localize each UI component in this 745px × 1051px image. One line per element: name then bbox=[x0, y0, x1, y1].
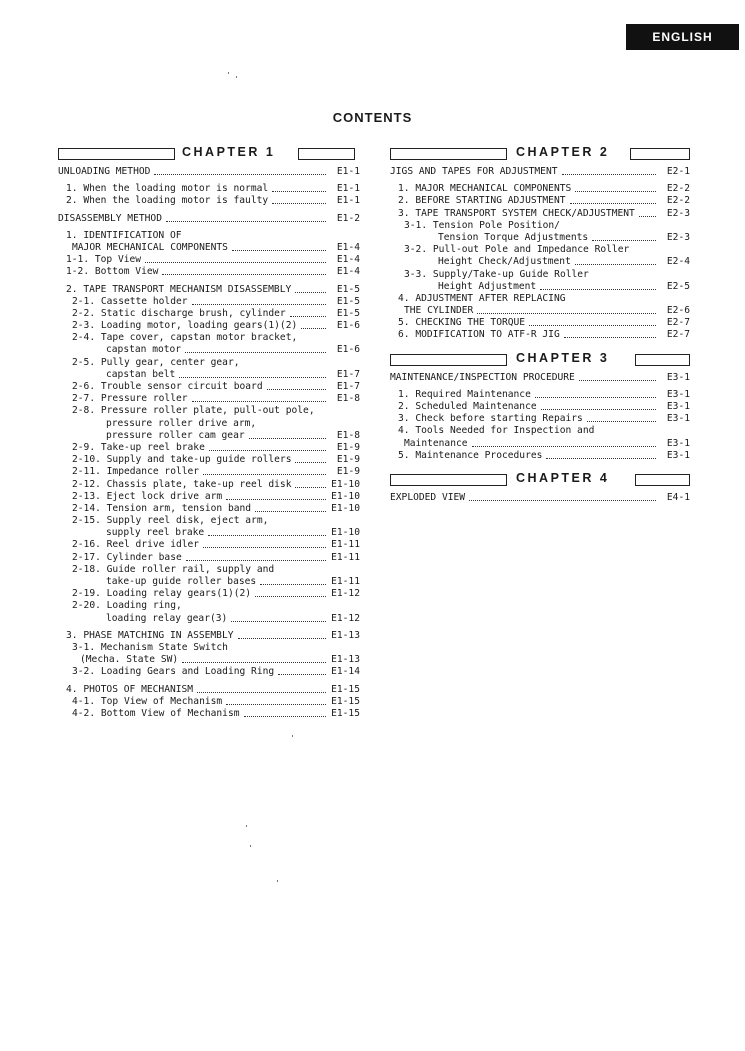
toc-entry bbox=[58, 613, 360, 625]
toc-entry bbox=[390, 305, 690, 317]
toc-entry bbox=[58, 539, 360, 551]
toc-leader-dots bbox=[541, 409, 656, 410]
toc-entry-page: E1-4 bbox=[336, 241, 360, 253]
toc-entry-title: 4. Tools Needed for Inspection and bbox=[398, 425, 595, 437]
toc-leader-dots bbox=[154, 174, 326, 175]
toc-leader-dots bbox=[267, 389, 326, 390]
toc-entry-page: E1-4 bbox=[336, 254, 360, 266]
toc-entry-title: 1. IDENTIFICATION OF bbox=[66, 229, 182, 241]
toc-entry-page: E1-8 bbox=[336, 429, 360, 441]
scan-speck bbox=[246, 825, 247, 827]
toc-entry-title: 2-13. Eject lock drive arm bbox=[72, 490, 223, 502]
heading-bracket-right bbox=[635, 354, 690, 366]
toc-entry-page: E3-1 bbox=[666, 413, 690, 425]
toc-entry-title: 3-1. Tension Pole Position/ bbox=[404, 219, 560, 231]
toc-leader-dots bbox=[278, 674, 326, 675]
toc-entry-page: E3-1 bbox=[666, 388, 690, 400]
toc-entry-page: E3-1 bbox=[666, 401, 690, 412]
toc-entry-page: E2-1 bbox=[666, 166, 690, 177]
toc-entry-title: 1-1. Top View bbox=[66, 254, 142, 266]
toc-entry bbox=[58, 266, 360, 278]
toc-leader-dots bbox=[575, 191, 656, 192]
heading-bracket-left bbox=[58, 148, 175, 160]
chapter-1-toc bbox=[58, 166, 360, 720]
toc-entry-title: 2-11. Impedance roller bbox=[72, 466, 200, 478]
toc-entry-page: E2-7 bbox=[666, 329, 690, 341]
toc-entry bbox=[58, 666, 360, 678]
toc-entry bbox=[58, 588, 360, 600]
toc-entry-page: E1-13 bbox=[331, 654, 360, 666]
toc-entry bbox=[390, 195, 690, 207]
toc-leader-dots bbox=[232, 250, 326, 251]
toc-entry-title: 3-1. Mechanism State Switch bbox=[72, 641, 228, 653]
toc-entry-title: JIGS AND TAPES FOR ADJUSTMENT bbox=[390, 166, 558, 177]
toc-entry bbox=[58, 357, 360, 369]
toc-entry-page: E1-9 bbox=[336, 454, 360, 466]
toc-leader-dots bbox=[639, 216, 656, 217]
toc-entry bbox=[390, 208, 690, 220]
toc-entry-page: E1-5 bbox=[336, 307, 360, 319]
chapter-1-label: CHAPTER 1 bbox=[178, 145, 279, 159]
chapter-4-heading bbox=[390, 470, 690, 488]
toc-entry-page: E1-10 bbox=[331, 527, 360, 539]
toc-leader-dots bbox=[186, 560, 326, 561]
chapter-3-heading bbox=[390, 350, 690, 368]
toc-leader-dots bbox=[208, 535, 326, 536]
toc-entry bbox=[58, 183, 360, 195]
toc-leader-dots bbox=[272, 191, 326, 192]
toc-leader-dots bbox=[197, 692, 326, 693]
toc-entry bbox=[58, 442, 360, 454]
toc-leader-dots bbox=[185, 352, 326, 353]
toc-leader-dots bbox=[162, 274, 326, 275]
toc-entry-title: 4. ADJUSTMENT AFTER REPLACING bbox=[398, 292, 566, 304]
chapter-2-toc bbox=[390, 166, 690, 342]
toc-entry-title: 4-2. Bottom View of Mechanism bbox=[72, 707, 240, 719]
heading-bracket-right bbox=[298, 148, 355, 160]
toc-entry bbox=[58, 195, 360, 207]
toc-entry bbox=[58, 242, 360, 254]
toc-entry-page: E2-4 bbox=[666, 256, 690, 268]
toc-entry-title: 2. Scheduled Maintenance bbox=[398, 401, 537, 412]
toc-leader-dots bbox=[301, 328, 326, 329]
toc-entry-page: E2-3 bbox=[666, 207, 690, 219]
toc-entry bbox=[58, 332, 360, 344]
toc-entry bbox=[58, 454, 360, 466]
toc-entry bbox=[58, 296, 360, 308]
toc-entry-page: E1-13 bbox=[331, 629, 360, 641]
toc-entry-page: E1-10 bbox=[331, 490, 360, 502]
toc-entry-title: MAINTENANCE/INSPECTION PROCEDURE bbox=[390, 371, 575, 383]
toc-entry-title: 1. Required Maintenance bbox=[398, 388, 531, 400]
toc-leader-dots bbox=[477, 313, 656, 314]
toc-entry-title: capstan motor bbox=[106, 344, 182, 356]
scan-speck bbox=[236, 76, 237, 78]
toc-leader-dots bbox=[469, 500, 656, 501]
toc-entry bbox=[58, 479, 360, 491]
toc-entry-page: E1-10 bbox=[331, 502, 360, 514]
toc-entry-page: E1-15 bbox=[331, 707, 360, 719]
toc-entry-page: E1-9 bbox=[336, 441, 360, 453]
toc-leader-dots bbox=[575, 264, 656, 265]
chapter-3-toc bbox=[390, 372, 690, 462]
toc-entry-page: E1-12 bbox=[331, 588, 360, 600]
page-title: CONTENTS bbox=[332, 110, 413, 125]
toc-entry-page: E1-5 bbox=[336, 295, 360, 307]
toc-entry bbox=[58, 708, 360, 720]
toc-entry-title: 2-15. Supply reel disk, eject arm, bbox=[72, 515, 269, 527]
toc-entry-title: EXPLODED VIEW bbox=[390, 491, 466, 503]
heading-bracket-right bbox=[630, 148, 690, 160]
toc-entry bbox=[58, 430, 360, 442]
toc-entry-page: E1-1 bbox=[336, 166, 360, 177]
toc-entry bbox=[58, 418, 360, 430]
toc-entry-page: E2-5 bbox=[666, 280, 690, 292]
toc-entry-title: 2-18. Guide roller rail, supply and bbox=[72, 563, 275, 575]
toc-entry-page: E1-11 bbox=[331, 539, 360, 551]
toc-entry bbox=[58, 576, 360, 588]
toc-entry bbox=[58, 320, 360, 332]
toc-entry bbox=[58, 696, 360, 708]
toc-entry-page: E2-2 bbox=[666, 195, 690, 207]
toc-entry-title: 2. When the loading motor is faulty bbox=[66, 195, 269, 207]
toc-entry-title: 2-2. Static discharge brush, cylinder bbox=[72, 307, 286, 319]
toc-entry-title: 2-4. Tape cover, capstan motor bracket, bbox=[72, 332, 298, 344]
toc-entry-page: E1-7 bbox=[336, 368, 360, 380]
toc-leader-dots bbox=[192, 304, 326, 305]
heading-bracket-left bbox=[390, 354, 507, 366]
toc-entry bbox=[390, 450, 690, 462]
toc-entry-title: THE CYLINDER bbox=[404, 305, 474, 317]
toc-leader-dots bbox=[249, 438, 326, 439]
toc-leader-dots bbox=[562, 174, 657, 175]
toc-leader-dots bbox=[192, 401, 326, 402]
toc-entry-title: 2-14. Tension arm, tension band bbox=[72, 502, 252, 514]
chapter-2-4-column bbox=[390, 144, 690, 504]
toc-entry bbox=[58, 642, 360, 654]
chapter-1-heading bbox=[58, 144, 360, 162]
chapter-3-label: CHAPTER 3 bbox=[512, 351, 613, 365]
toc-entry-title: 2-1. Cassette holder bbox=[72, 295, 188, 307]
toc-entry bbox=[58, 230, 360, 242]
toc-entry-title: 3-2. Loading Gears and Loading Ring bbox=[72, 666, 275, 678]
toc-entry bbox=[58, 284, 360, 296]
toc-entry bbox=[390, 317, 690, 329]
chapter-1-column bbox=[58, 144, 360, 720]
toc-entry bbox=[390, 389, 690, 401]
toc-entry-page: E2-7 bbox=[666, 317, 690, 329]
toc-leader-dots bbox=[255, 596, 326, 597]
toc-entry-page: E3-1 bbox=[666, 437, 690, 449]
toc-entry-page: E1-15 bbox=[331, 695, 360, 707]
toc-entry bbox=[390, 232, 690, 244]
toc-entry bbox=[390, 244, 690, 256]
toc-entry-page: E1-8 bbox=[336, 393, 360, 405]
toc-entry-title: (Mecha. State SW) bbox=[80, 654, 179, 666]
toc-entry-page: E3-1 bbox=[666, 371, 690, 383]
toc-entry-title: 2-3. Loading motor, loading gears(1)(2) bbox=[72, 320, 298, 332]
toc-entry-title: 4-1. Top View of Mechanism bbox=[72, 695, 223, 707]
toc-leader-dots bbox=[579, 380, 656, 381]
toc-leader-dots bbox=[260, 584, 326, 585]
toc-entry-title: 2-12. Chassis plate, take-up reel disk bbox=[72, 478, 292, 490]
toc-leader-dots bbox=[179, 377, 326, 378]
toc-entry-page: E2-3 bbox=[666, 231, 690, 243]
toc-entry-title: 3. TAPE TRANSPORT SYSTEM CHECK/ADJUSTMENT bbox=[398, 207, 635, 219]
toc-entry bbox=[58, 308, 360, 320]
toc-leader-dots bbox=[226, 499, 326, 500]
toc-entry-title: 1-2. Bottom View bbox=[66, 266, 159, 278]
toc-entry-page: E2-6 bbox=[666, 305, 690, 317]
toc-entry bbox=[58, 684, 360, 696]
toc-entry-page: E1-10 bbox=[331, 478, 360, 490]
toc-leader-dots bbox=[587, 421, 656, 422]
toc-entry bbox=[58, 393, 360, 405]
heading-bracket-left bbox=[390, 474, 507, 486]
toc-entry-title: capstan belt bbox=[106, 368, 176, 380]
toc-entry-title: pressure roller drive arm, bbox=[106, 417, 257, 429]
toc-leader-dots bbox=[295, 487, 326, 488]
scan-speck bbox=[250, 845, 251, 847]
toc-entry bbox=[58, 491, 360, 503]
toc-entry-title: 3-2. Pull-out Pole and Impedance Roller bbox=[404, 244, 630, 256]
toc-entry-title: 2-10. Supply and take-up guide rollers bbox=[72, 454, 292, 466]
toc-leader-dots bbox=[295, 462, 326, 463]
toc-entry-title: 2-8. Pressure roller plate, pull-out pole, bbox=[72, 405, 315, 417]
toc-entry bbox=[58, 552, 360, 564]
toc-entry bbox=[58, 381, 360, 393]
toc-entry-title: 2-16. Reel drive idler bbox=[72, 539, 200, 551]
toc-entry-page: E1-15 bbox=[331, 683, 360, 695]
toc-entry bbox=[390, 438, 690, 450]
toc-entry-page: E1-6 bbox=[336, 320, 360, 332]
toc-entry-title: loading relay gear(3) bbox=[106, 612, 228, 624]
toc-entry-page: E1-12 bbox=[331, 612, 360, 624]
toc-entry-title: MAJOR MECHANICAL COMPONENTS bbox=[72, 241, 228, 253]
toc-entry-title: 2-6. Trouble sensor circuit board bbox=[72, 381, 263, 392]
toc-entry-title: pressure roller cam gear bbox=[106, 429, 245, 441]
toc-entry bbox=[390, 293, 690, 305]
toc-entry-page: E1-11 bbox=[331, 576, 360, 587]
toc-leader-dots bbox=[255, 511, 326, 512]
toc-entry bbox=[390, 372, 690, 384]
toc-entry bbox=[390, 329, 690, 341]
toc-entry-title: UNLOADING METHOD bbox=[58, 166, 151, 177]
toc-entry-page: E1-2 bbox=[336, 212, 360, 224]
toc-entry-title: 2-5. Pully gear, center gear, bbox=[72, 356, 240, 368]
toc-entry bbox=[390, 401, 690, 413]
toc-entry-title: 5. CHECKING THE TORQUE bbox=[398, 317, 526, 329]
toc-leader-dots bbox=[209, 450, 326, 451]
toc-entry bbox=[58, 515, 360, 527]
toc-entry-title: 1. When the loading motor is normal bbox=[66, 183, 269, 195]
heading-bracket-left bbox=[390, 148, 507, 160]
toc-entry bbox=[58, 600, 360, 612]
toc-entry-title: 2. BEFORE STARTING ADJUSTMENT bbox=[398, 195, 566, 207]
toc-leader-dots bbox=[231, 621, 326, 622]
toc-entry bbox=[58, 654, 360, 666]
toc-leader-dots bbox=[145, 262, 326, 263]
toc-entry-title: DISASSEMBLY METHOD bbox=[58, 212, 162, 224]
toc-leader-dots bbox=[564, 337, 656, 338]
toc-entry bbox=[58, 369, 360, 381]
toc-entry bbox=[390, 492, 690, 504]
toc-leader-dots bbox=[295, 292, 326, 293]
toc-entry-title: 2-17. Cylinder base bbox=[72, 551, 182, 563]
toc-leader-dots bbox=[238, 638, 327, 639]
toc-entry-page: E1-11 bbox=[331, 551, 360, 563]
toc-leader-dots bbox=[570, 203, 657, 204]
toc-entry-title: take-up guide roller bases bbox=[106, 576, 257, 587]
chapter-4-label: CHAPTER 4 bbox=[512, 471, 613, 485]
toc-entry-title: 3. Check before starting Repairs bbox=[398, 413, 583, 425]
toc-leader-dots bbox=[546, 458, 656, 459]
toc-entry bbox=[390, 281, 690, 293]
chapter-2-label: CHAPTER 2 bbox=[512, 145, 613, 159]
toc-leader-dots bbox=[529, 325, 656, 326]
toc-entry-title: supply reel brake bbox=[106, 527, 205, 539]
toc-entry-title: 1. MAJOR MECHANICAL COMPONENTS bbox=[398, 183, 572, 195]
toc-entry bbox=[390, 425, 690, 437]
toc-entry-title: 4. PHOTOS OF MECHANISM bbox=[66, 683, 194, 695]
toc-leader-dots bbox=[592, 240, 656, 241]
toc-entry-title: 2-20. Loading ring, bbox=[72, 600, 182, 612]
toc-entry bbox=[390, 183, 690, 195]
toc-entry bbox=[390, 256, 690, 268]
toc-entry-page: E1-5 bbox=[336, 283, 360, 295]
toc-entry bbox=[58, 503, 360, 515]
toc-entry bbox=[390, 220, 690, 232]
toc-entry-page: E1-4 bbox=[336, 266, 360, 278]
toc-entry-page: E1-1 bbox=[336, 183, 360, 195]
language-badge: ENGLISH bbox=[626, 24, 739, 50]
toc-entry bbox=[390, 413, 690, 425]
toc-entry-page: E1-6 bbox=[336, 344, 360, 356]
toc-entry bbox=[390, 166, 690, 178]
toc-leader-dots bbox=[272, 203, 326, 204]
toc-leader-dots bbox=[535, 397, 656, 398]
toc-entry-page: E1-14 bbox=[331, 666, 360, 678]
toc-entry-title: Tension Torque Adjustments bbox=[438, 231, 589, 243]
toc-entry bbox=[58, 166, 360, 178]
toc-leader-dots bbox=[182, 662, 326, 663]
toc-entry-title: 2-19. Loading relay gears(1)(2) bbox=[72, 588, 252, 600]
toc-leader-dots bbox=[540, 289, 656, 290]
chapter-2-heading bbox=[390, 144, 690, 162]
toc-entry-page: E3-1 bbox=[666, 449, 690, 461]
toc-leader-dots bbox=[472, 446, 656, 447]
toc-entry-page: E4-1 bbox=[666, 491, 690, 503]
toc-leader-dots bbox=[166, 221, 326, 222]
toc-entry-title: 3-3. Supply/Take-up Guide Roller bbox=[404, 268, 589, 280]
toc-entry bbox=[58, 213, 360, 225]
toc-leader-dots bbox=[290, 316, 326, 317]
toc-entry bbox=[58, 344, 360, 356]
heading-bracket-right bbox=[635, 474, 690, 486]
toc-entry-title: 5. Maintenance Procedures bbox=[398, 449, 543, 461]
toc-entry-page: E2-2 bbox=[666, 183, 690, 195]
scan-speck bbox=[277, 880, 278, 882]
toc-entry-title: 2-9. Take-up reel brake bbox=[72, 441, 205, 453]
toc-entry bbox=[58, 466, 360, 478]
scan-speck bbox=[292, 735, 293, 737]
toc-entry bbox=[58, 564, 360, 576]
toc-entry bbox=[390, 269, 690, 281]
toc-entry bbox=[58, 630, 360, 642]
toc-leader-dots bbox=[203, 474, 326, 475]
toc-entry-title: 2. TAPE TRANSPORT MECHANISM DISASSEMBLY bbox=[66, 283, 292, 295]
toc-entry-title: Height Adjustment bbox=[438, 280, 537, 292]
toc-entry-title: 2-7. Pressure roller bbox=[72, 393, 188, 405]
scan-speck bbox=[228, 72, 229, 74]
toc-entry-page: E1-1 bbox=[336, 195, 360, 207]
toc-entry-page: E1-7 bbox=[336, 381, 360, 392]
toc-entry-title: 6. MODIFICATION TO ATF-R JIG bbox=[398, 329, 560, 341]
toc-leader-dots bbox=[203, 547, 326, 548]
toc-leader-dots bbox=[244, 716, 327, 717]
toc-entry-page: E1-9 bbox=[336, 466, 360, 478]
toc-entry bbox=[58, 527, 360, 539]
toc-entry-title: 3. PHASE MATCHING IN ASSEMBLY bbox=[66, 629, 234, 641]
toc-leader-dots bbox=[226, 704, 326, 705]
toc-entry bbox=[58, 254, 360, 266]
chapter-4-toc bbox=[390, 492, 690, 504]
toc-entry bbox=[58, 405, 360, 417]
toc-entry-title: Height Check/Adjustment bbox=[438, 256, 571, 268]
toc-entry-title: Maintenance bbox=[404, 437, 468, 449]
